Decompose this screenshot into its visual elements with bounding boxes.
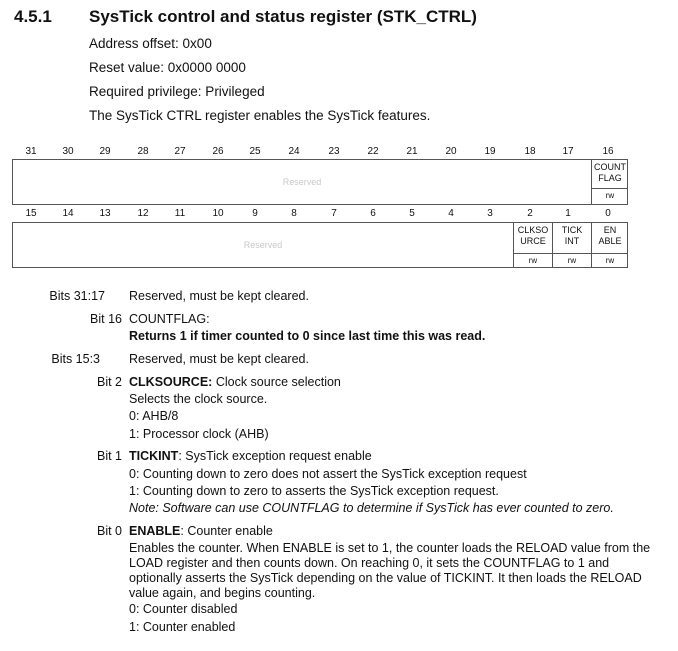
bit-number: 6 [370,208,376,219]
clksource-name [514,223,552,247]
bit-number: 14 [62,208,74,219]
bit0-para-line4: value again, and begins counting. [129,586,316,600]
tickint-name-line2: INT [564,236,580,246]
bit0-line2: 1: Counter enabled [129,620,236,634]
bit0-heading [129,524,273,539]
bit-number: 5 [409,208,415,219]
bit0-para-line2: LOAD register and then counts down. On reaching 0, it sets the COUNTFLAG to 1 and [129,556,610,570]
bit0-line1: 0: Counter disabled [129,602,238,616]
clksource-name-line2: URCE [520,236,546,246]
bit-number: 20 [445,146,457,157]
register-row-lower [12,222,628,268]
bit-number: 3 [487,208,493,219]
bit0-para-line3: optionally asserts the SysTick depending on the value of TICKINT. It then loads the RELOAD [129,571,642,585]
bit1-name: TICKINT [129,449,179,463]
lower-bit-numbers [12,208,628,222]
bit-number: 17 [562,146,574,157]
countflag-access: rw [592,188,628,203]
reserved-lower: Reserved [243,240,283,250]
bit-number: 0 [605,208,611,219]
bit-number: 19 [484,146,496,157]
address-offset: Address offset: 0x00 [89,36,212,51]
enable-name-line2: ABLE [598,236,622,246]
clksource-field [513,223,552,267]
bits15-3-label: Bits 15:3 [51,352,100,366]
section-title: SysTick control and status register (STK_CTRL) [89,7,477,26]
bit1-line2: 1: Counting down to zero to asserts the SysTick exception request. [129,484,499,498]
bit-number: 8 [291,208,297,219]
bit1-heading [129,449,372,464]
reset-value: Reset value: 0x0000 0000 [89,60,246,75]
bit0-label: Bit 0 [96,524,122,538]
bit0-name: ENABLE [129,524,181,538]
bit16-name: COUNTFLAG: [129,312,210,326]
bit-number: 30 [62,146,74,157]
enable-access: rw [592,253,628,268]
clksource-name-line1: CLKSO [517,225,549,235]
countflag-name-line1: COUNT [594,162,626,172]
countflag-name [592,160,628,184]
tickint-access: rw [553,253,591,268]
countflag-name-line2: FLAG [598,173,622,183]
bits15-3-text: Reserved, must be kept cleared. [129,352,309,366]
bit16-detail: Returns 1 if timer counted to 0 since last time this was read. [129,329,486,343]
bit-number: 7 [331,208,337,219]
bit2-line2: 0: AHB/8 [129,409,179,423]
bit0-suffix: : Counter enable [180,524,273,538]
bit-number: 25 [249,146,261,157]
required-privilege: Required privilege: Privileged [89,84,265,99]
bits31-17-label: Bits 31:17 [49,289,105,303]
upper-bit-numbers [12,146,628,160]
bit-number: 24 [288,146,300,157]
bit-number: 28 [137,146,149,157]
bit-number: 9 [252,208,258,219]
bit-number: 22 [367,146,379,157]
bit-number: 16 [602,146,614,157]
section-number: 4.5.1 [14,7,52,26]
bit-number: 26 [212,146,224,157]
bit-number: 2 [527,208,533,219]
bit2-heading [129,375,341,390]
bit-number: 4 [448,208,454,219]
register-row-upper [12,159,628,205]
countflag-field [591,160,628,204]
bits31-17-text: Reserved, must be kept cleared. [129,289,309,303]
bit2-line3: 1: Processor clock (AHB) [129,427,269,441]
tickint-field [552,223,591,267]
bit1-label: Bit 1 [96,449,122,463]
bit16-label: Bit 16 [90,312,122,326]
register-summary: The SysTick CTRL register enables the SysTick features. [89,108,431,123]
bit-number: 23 [328,146,340,157]
bit2-label: Bit 2 [96,375,122,389]
bit1-line1: 0: Counting down to zero does not assert the SysTick exception request [129,467,527,481]
tickint-name [553,223,591,247]
enable-field [591,223,628,267]
bit0-para-line1: Enables the counter. When ENABLE is set to 1, the counter loads the RELOAD value from the [129,541,651,555]
bit2-name: CLKSOURCE: [129,375,213,389]
bit-number: 12 [137,208,149,219]
bit2-line1: Selects the clock source. [129,392,268,406]
bit-number: 21 [406,146,418,157]
reserved-upper: Reserved [282,177,322,187]
bit2-suffix: Clock source selection [212,375,341,389]
bit-number: 15 [25,208,37,219]
enable-name-line1: EN [603,225,617,235]
bit-number: 13 [99,208,111,219]
bit-number: 1 [565,208,571,219]
bit-number: 11 [174,208,186,219]
bit-number: 18 [524,146,536,157]
enable-name [592,223,628,247]
bit1-suffix: : SysTick exception request enable [178,449,372,463]
bit-number: 29 [99,146,111,157]
tickint-name-line1: TICK [561,225,583,235]
bit1-note: Note: Software can use COUNTFLAG to determine if SysTick has ever counted to zero. [129,501,614,515]
clksource-access: rw [514,253,552,268]
bit-number: 31 [25,146,37,157]
bit-number: 27 [174,146,186,157]
bit-number: 10 [212,208,224,219]
